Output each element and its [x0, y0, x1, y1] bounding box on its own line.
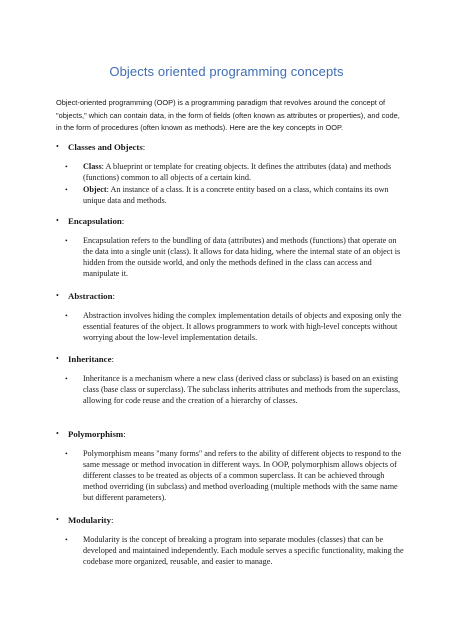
heading-colon: :	[111, 354, 114, 364]
heading-label: Polymorphism	[68, 429, 124, 439]
heading-colon: :	[142, 142, 146, 152]
item-term: Class	[83, 162, 102, 171]
bullet-icon: •	[65, 535, 68, 544]
document-title: Objects oriented programming concepts	[109, 64, 344, 79]
section-items	[56, 235, 406, 279]
bullet-icon: •	[56, 354, 59, 363]
section-heading	[56, 428, 406, 440]
bullet-icon: •	[56, 216, 59, 225]
bullet-icon: •	[56, 142, 59, 151]
section-inheritance	[56, 353, 406, 407]
item-text: : A blueprint or template for creating objects. It defines the attributes (data) and methods (functions) common to all objects of a certain kind.	[83, 162, 392, 182]
section-abstraction	[56, 290, 406, 344]
section-heading	[56, 353, 406, 365]
heading-colon: :	[111, 515, 114, 525]
list-item	[65, 161, 406, 183]
intro-paragraph: Object-oriented programming (OOP) is a programming paradigm that revolves around the concept of "objects," which can contain data, in the form of fields (often known as attributes or properties), and code, in the form of procedures (often known as methods). Here are the key concepts in OOP.	[56, 98, 400, 132]
section-heading	[56, 215, 406, 227]
heading-label: Classes and Objects	[68, 142, 143, 152]
item-term: Object	[83, 185, 107, 194]
item-text: Modularity is the concept of breaking a program into separate modules (classes) that can be developed and maintained independently. Each module serves a specific functionality, making the codebase more organized, reusable, and easier to manage.	[83, 535, 404, 566]
section-modularity	[56, 514, 406, 568]
list-item	[65, 534, 406, 567]
section-items	[56, 534, 406, 567]
bullet-icon: •	[65, 236, 68, 245]
section-heading	[56, 290, 406, 302]
bullet-icon: •	[65, 374, 68, 383]
list-item	[65, 310, 406, 343]
section-heading	[56, 141, 406, 153]
heading-label: Abstraction	[68, 291, 113, 301]
section-items	[56, 448, 406, 503]
item-text: Encapsulation refers to the bundling of data (attributes) and methods (functions) that operate on the data into a single unit (class). It allows for data hiding, where the internal state of an object is hidden from the outside world, and only the methods defined in the class can access and manipulate it.	[83, 236, 401, 278]
item-text: Inheritance is a mechanism where a new class (derived class or subclass) is based on an existing class (base class or superclass). The subclass inherits attributes and methods from the superclass, allowing for code reuse and the creation of a hierarchy of classes.	[83, 374, 401, 405]
section-items	[56, 161, 406, 206]
heading-colon: :	[112, 291, 115, 301]
bullet-icon: •	[56, 515, 59, 524]
heading-label: Encapsulation	[68, 216, 122, 226]
heading-label: Inheritance	[68, 354, 112, 364]
bullet-icon: •	[56, 429, 59, 438]
heading-colon: :	[121, 216, 125, 226]
heading-label: Modularity	[68, 515, 112, 525]
section-items	[56, 373, 406, 406]
item-text: : An instance of a class. It is a concrete entity based on a class, which contains its own unique data and methods.	[83, 185, 389, 205]
list-item	[65, 235, 406, 279]
bullet-icon: •	[65, 162, 68, 171]
section-items	[56, 310, 406, 343]
section-encapsulation	[56, 215, 406, 280]
bullet-icon: •	[65, 449, 68, 458]
bullet-icon: •	[65, 311, 68, 320]
list-item	[65, 448, 406, 503]
section-heading	[56, 514, 406, 526]
list-item	[65, 184, 406, 206]
item-text: Abstraction involves hiding the complex implementation details of objects and exposing only the essential features of the object. It allows programmers to work with high-level concepts without worrying about the low-level implementation details.	[83, 311, 402, 342]
bullet-icon: •	[56, 291, 59, 300]
section-polymorphism	[56, 428, 406, 504]
heading-colon: :	[123, 429, 126, 439]
list-item	[65, 373, 406, 406]
bullet-icon: •	[65, 185, 68, 194]
item-text: Polymorphism means "many forms" and refers to the ability of different objects to respond to the same message or method invocation in different ways. In OOP, polymorphism allows objects of different classes to be treated as objects of a common superclass. It can be achieved through method overriding (in subclass) and method overloading (multiple methods with the same name but different parameters).	[83, 449, 402, 502]
section-classes-and-objects	[56, 141, 406, 207]
